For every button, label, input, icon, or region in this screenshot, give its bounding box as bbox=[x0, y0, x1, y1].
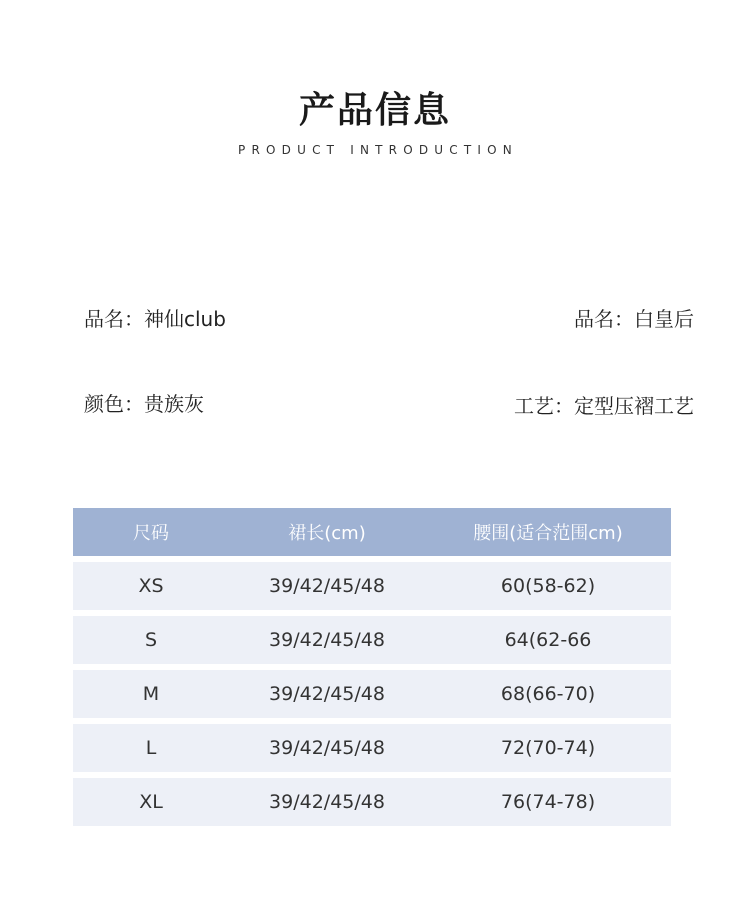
cell-size: L bbox=[145, 737, 157, 759]
cell-length: 39/42/45/48 bbox=[269, 737, 385, 759]
page-subtitle: PRODUCT INTRODUCTION bbox=[238, 143, 518, 157]
table-row bbox=[73, 778, 671, 826]
cell-length: 39/42/45/48 bbox=[269, 629, 385, 651]
cell-length: 39/42/45/48 bbox=[269, 791, 385, 813]
table-row bbox=[73, 670, 671, 718]
cell-size: XL bbox=[139, 791, 163, 813]
product-name-left: 品名：神仙club bbox=[84, 307, 226, 331]
cell-size: XS bbox=[138, 575, 164, 597]
table-row bbox=[73, 616, 671, 664]
cell-waist: 64(62-66 bbox=[504, 629, 592, 651]
table-row bbox=[73, 724, 671, 772]
table-row bbox=[73, 562, 671, 610]
page-title: 产品信息 bbox=[298, 90, 451, 131]
cell-size: S bbox=[144, 629, 158, 651]
header-length: 裙长(cm) bbox=[288, 523, 366, 544]
cell-waist: 76(74-78) bbox=[500, 791, 596, 813]
product-craft: 工艺：定型压褶工艺 bbox=[514, 394, 694, 418]
header-size: 尺码 bbox=[133, 523, 169, 544]
size-table bbox=[73, 508, 671, 826]
header-waist: 腰围(适合范围cm) bbox=[473, 523, 623, 544]
product-color: 颜色：贵族灰 bbox=[84, 392, 204, 416]
cell-length: 39/42/45/48 bbox=[269, 575, 385, 597]
cell-waist: 68(66-70) bbox=[500, 683, 596, 705]
product-name-right: 品名：白皇后 bbox=[574, 307, 694, 331]
cell-waist: 72(70-74) bbox=[500, 737, 596, 759]
cell-length: 39/42/45/48 bbox=[269, 683, 385, 705]
table-header bbox=[73, 508, 671, 556]
cell-waist: 60(58-62) bbox=[500, 575, 596, 597]
cell-size: M bbox=[142, 683, 160, 705]
